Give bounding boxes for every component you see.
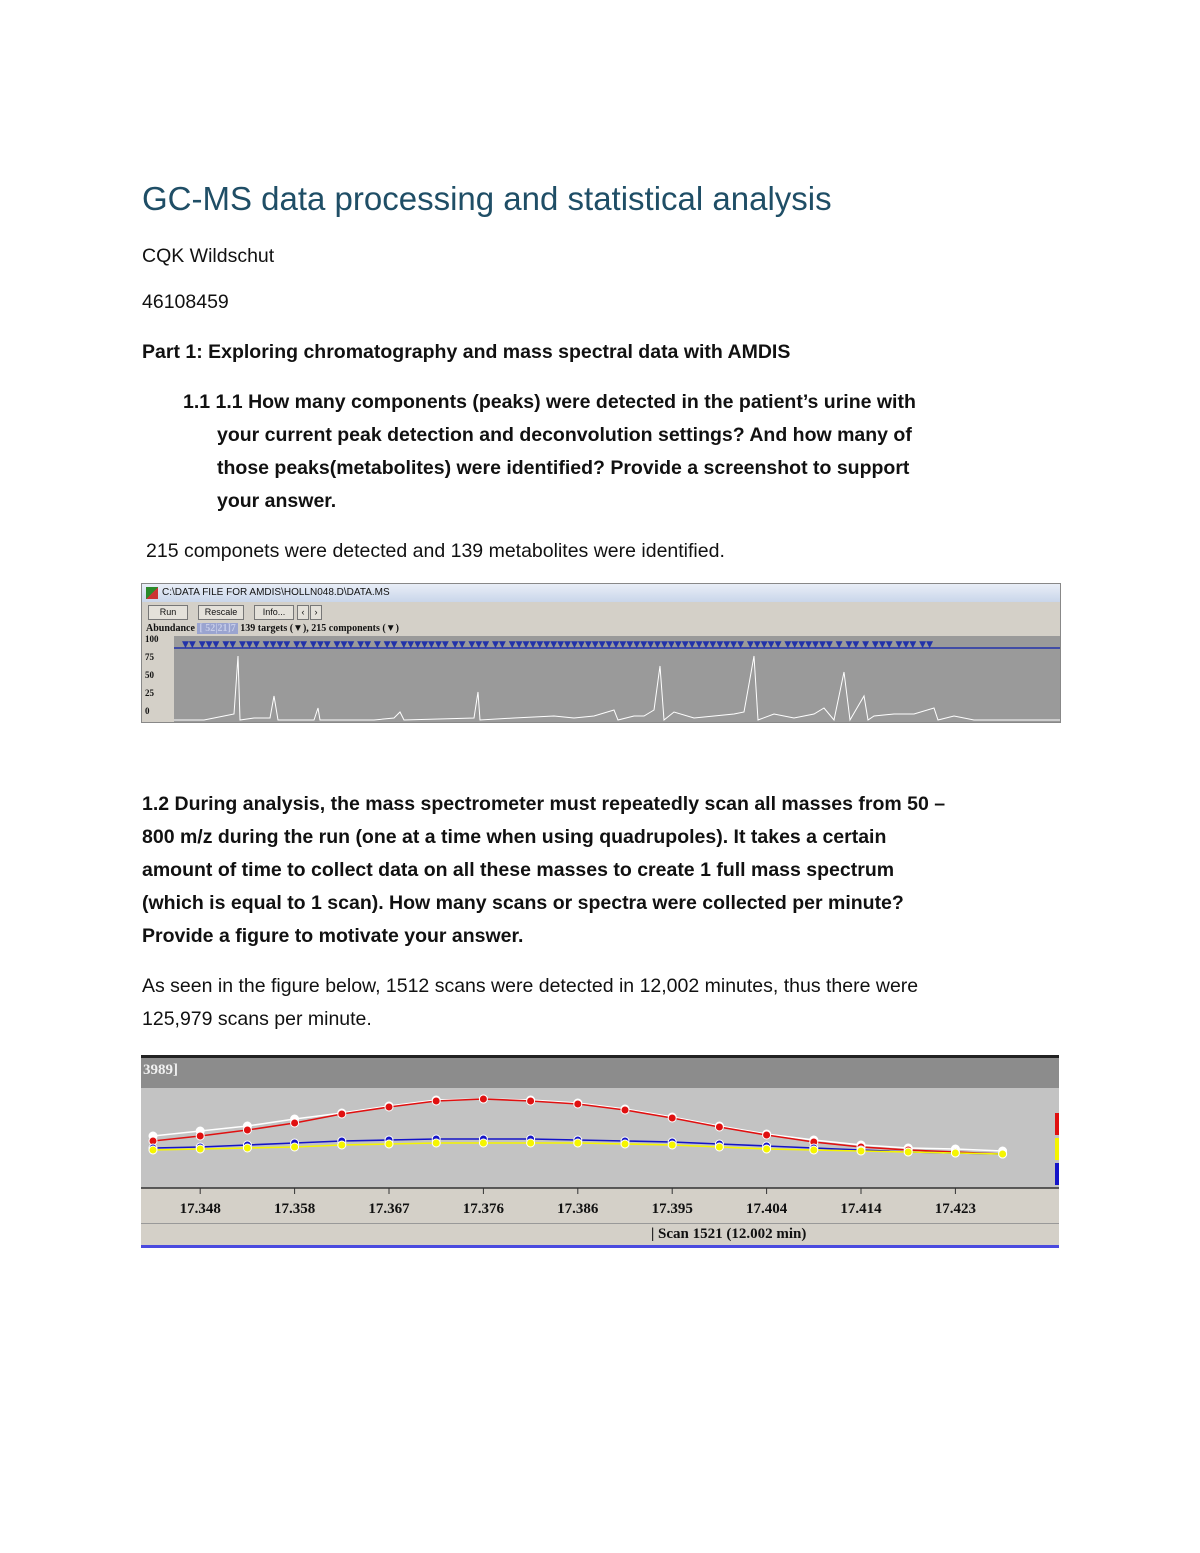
ytick-0: 0 [145, 706, 150, 716]
ytick-50: 50 [145, 670, 154, 680]
question-1-2-line1: 1.2 During analysis, the mass spectrometer must repeatedly scan all masses from 50 – [142, 793, 946, 815]
x-tick-label: 17.376 [462, 1201, 505, 1217]
author-name: CQK Wildschut [142, 245, 275, 267]
run-button[interactable]: Run [148, 605, 188, 620]
scan-header-text: 3989] [143, 1062, 178, 1078]
series-1-point-10 [621, 1106, 629, 1114]
series-3-point-17 [951, 1149, 959, 1157]
x-tick-label: 17.423 [934, 1201, 977, 1217]
series-1-point-6 [432, 1097, 440, 1105]
answer-1-2-line1: As seen in the figure below, 1512 scans were detected in 12,002 minutes, thus there were [142, 975, 919, 997]
series-3-point-11 [668, 1141, 676, 1149]
question-1-1-line2: your current peak detection and deconvolution settings? And how many of [217, 424, 912, 446]
x-tick-label: 17.358 [273, 1201, 316, 1217]
part1-heading: Part 1: Exploring chromatography and mass spectral data with AMDIS [142, 341, 791, 363]
abundance-label: Abundance [146, 623, 195, 634]
x-tick-label: 17.386 [557, 1201, 599, 1217]
series-3-point-7 [479, 1139, 487, 1147]
question-1-2-line4: (which is equal to 1 scan). How many scans or spectra were collected per minute? [142, 892, 904, 914]
scroll-right-button[interactable]: › [310, 605, 322, 620]
series-3-point-16 [904, 1148, 912, 1156]
series-1-point-12 [715, 1123, 723, 1131]
x-tick-label: 17.395 [651, 1201, 693, 1217]
answer-1-1: 215 componets were detected and 139 metabolites were identified. [146, 540, 725, 562]
scan-bottom-border [141, 1245, 1059, 1248]
series-3-point-14 [810, 1146, 818, 1154]
ytick-25: 25 [145, 688, 154, 698]
question-1-1-line3: those peaks(metabolites) were identified? Provide a screenshot to support [217, 457, 910, 479]
x-tick-label: 17.414 [840, 1201, 882, 1217]
amdis-screenshot [141, 583, 1061, 723]
question-1-2-line3: amount of time to collect data on all these masses to create 1 full mass spectrum [142, 859, 895, 881]
question-1-1 [183, 386, 1043, 518]
x-tick-label: 17.404 [745, 1201, 788, 1217]
rescale-button[interactable]: Rescale [198, 605, 244, 620]
scan-plot-background [141, 1088, 1059, 1188]
student-number: 46108459 [142, 291, 229, 313]
component-markers [182, 640, 933, 650]
series-1-point-9 [574, 1100, 582, 1108]
range-highlight: [ 52|21]7 [199, 623, 236, 634]
series-1-point-8 [527, 1097, 535, 1105]
series-3-point-13 [763, 1145, 771, 1153]
question-1-2 [142, 788, 1072, 953]
info-button[interactable]: Info... [254, 605, 294, 620]
series-3-point-4 [338, 1141, 346, 1149]
series-1-point-7 [479, 1095, 487, 1103]
series-1-point-13 [763, 1131, 771, 1139]
question-1-2-line2: 800 m/z during the run (one at a time when using quadrupoles). It takes a certain [142, 826, 887, 848]
series-3-point-15 [857, 1147, 865, 1155]
x-tick-label: 17.367 [368, 1201, 410, 1217]
question-1-1-line1: How many components (peaks) were detected in the patient’s urine with [248, 391, 916, 413]
x-tick-label: 17.348 [179, 1201, 221, 1217]
series-1-point-11 [668, 1114, 676, 1122]
scroll-left-button[interactable]: ‹ [297, 605, 309, 620]
amdis-toolbar [142, 603, 1060, 621]
right-edge-markers [1055, 1113, 1059, 1185]
chromatogram-plot[interactable] [174, 636, 1060, 722]
series-3-point-0 [149, 1146, 157, 1154]
series-3-point-6 [432, 1139, 440, 1147]
answer-1-2 [142, 970, 1072, 1036]
question-1-2-line5: Provide a figure to motivate your answer. [142, 925, 524, 947]
ytick-75: 75 [145, 652, 154, 662]
amdis-y-axis [142, 636, 174, 722]
amdis-title-bar [142, 584, 1060, 602]
question-1-1-line4: your answer. [217, 490, 337, 512]
scan-status-bar [141, 1223, 1059, 1246]
series-1-point-1 [196, 1132, 204, 1140]
answer-1-2-line2: 125,979 scans per minute. [142, 1008, 372, 1030]
ytick-100: 100 [145, 634, 159, 644]
series-1-point-3 [291, 1119, 299, 1127]
chromatogram-trace [174, 656, 1060, 720]
series-3-point-2 [243, 1144, 251, 1152]
series-3-point-5 [385, 1140, 393, 1148]
series-3-point-10 [621, 1140, 629, 1148]
series-1-point-5 [385, 1103, 393, 1111]
series-3-point-8 [527, 1139, 535, 1147]
series-3-point-9 [574, 1139, 582, 1147]
amdis-info-line [146, 623, 399, 634]
question-1-1-number: 1.1 1.1 [183, 391, 243, 413]
scan-status-text: | Scan 1521 (12.002 min) [651, 1226, 807, 1242]
amdis-window-title: C:\DATA FILE FOR AMDIS\HOLLN048.D\DATA.MS [162, 587, 390, 598]
amdis-app-icon [146, 587, 158, 599]
targets-components-text: 139 targets (▼), 215 components (▼) [240, 623, 399, 634]
series-1-point-4 [338, 1110, 346, 1118]
series-3-point-12 [715, 1143, 723, 1151]
svg-text:▼▼ ▼▼▼ ▼▼ ▼▼▼ ▼▼▼▼ ▼▼ ▼▼▼ ▼▼▼: ▼▼ ▼▼▼ ▼▼ ▼▼▼ ▼▼▼▼ ▼▼ ▼▼▼ ▼▼▼ ▼▼ ▼ ▼▼ ▼▼▼▼▼▼▼ ▼▼ ▼▼▼ ▼▼ ▼▼▼▼▼▼▼▼▼▼▼▼▼▼▼▼▼▼▼▼▼▼▼▼▼▼▼▼▼▼▼▼▼▼ ▼▼▼▼▼ ▼▼▼▼▼▼▼ ▼ ▼▼ ▼ ▼▼▼ ▼▼▼ ▼▼ [182, 640, 934, 650]
series-1-point-2 [243, 1126, 251, 1134]
series-3-point-18 [999, 1150, 1007, 1158]
page-title: GC-MS data processing and statistical analysis [142, 180, 832, 217]
scan-screenshot [141, 1055, 1059, 1248]
series-3-point-3 [291, 1143, 299, 1151]
series-3-point-1 [196, 1145, 204, 1153]
scan-header-bar [141, 1058, 1059, 1088]
